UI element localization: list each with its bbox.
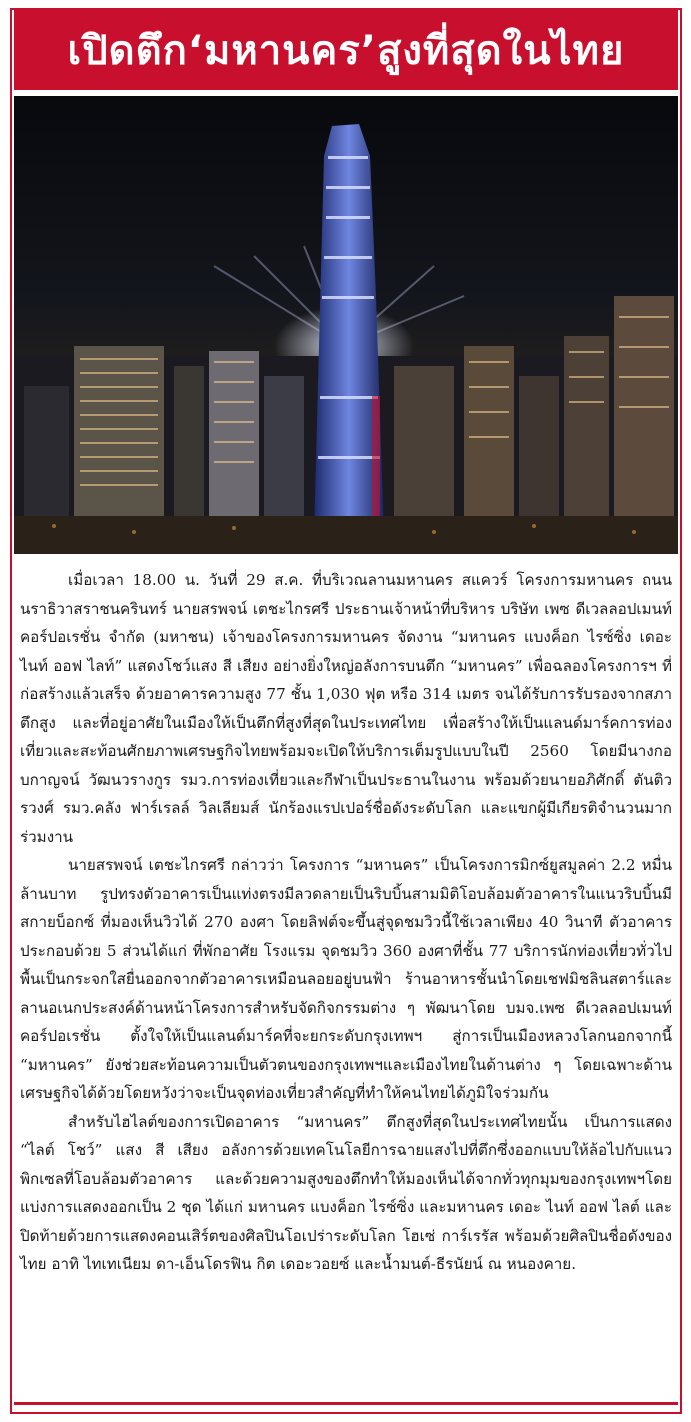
article-body bbox=[20, 566, 672, 1279]
article-paragraph: สำหรับไฮไลต์ของการเปิดอาคาร “มหานคร” ตึกสูงที่สุดในประเทศไทยนั้น เป็นการแสดง “ไลต์ โชว์” แสง สี เสียง อลังการด้วยเทคโนโลยีการฉายแสงไปที่ตึกซึ่งออกแบบให้ล้อไปกับแนวพิกเซลที่โอบล้อมตัวอาคาร และด้วยความสูงของตึกทำให้มองเห็นได้จากทั่วทุกมุมของกรุงเทพฯโดยแบ่งการแสดงออกเป็น 2 ชุด ได้แก่ มหานคร แบงค็อก ไรซ์ซิ่ง และมหานคร เดอะ ไนท์ ออฟ ไลต์ และปิดท้ายด้วยการแสดงคอนเสิร์ตของศิลปินโอเปร่าระดับโลก โฮเซ่ การ์เรรัส พร้อมด้วยศิลปินชื่อดังของไทย อาทิ ไทเทเนียม ดา-เอ็นโดรฟิน กิต เดอะวอยซ์ และน้ำมนต์-ธีรนัยน์ ณ หนองคาย. bbox=[20, 1112, 672, 1273]
night-skyline-photo bbox=[14, 96, 678, 554]
article-paragraph: นายสรพจน์ เตชะไกรศรี กล่าวว่า โครงการ “มหานคร” เป็นโครงการมิกซ์ยูสมูลค่า 2.2 หมื่นล้านบาท รูปทรงตัวอาคารเป็นแท่งตรงมีลวดลายเป็นริบบิ้นสามมิติโอบล้อมตัวอาคารในแนวริบบิ้นมีสกายบ็อกซ์ ที่มองเห็นวิวได้ 270 องศา โดยลิฟต์จะขึ้นสู่จุดชมวิวนี้ใช้เวลาเพียง 40 วินาที ตัวอาคารประกอบด้วย 5 ส่วนได้แก่ ที่พักอาศัย โรงแรม จุดชมวิว 360 องศาที่ชั้น 77 บริการนักท่องเที่ยวทั่วไปพื้นเป็นกระจกใสยื่นออกจากตัวอาคารเหมือนลอยอยู่บนฟ้า ร้านอาหารชั้นนำโดยเชฟมิชลินสตาร์และลานอเนกประสงค์ด้านหน้าโครงการสำหรับจัดกิจกรรมต่าง ๆ พัฒนาโดย บมจ.เพซ ดีเวลลอปเมนท์คอร์ปอเรชั่น ตั้งใจให้เป็นแลนด์มาร์คที่จะยกระดับกรุงเทพฯ สู่การเป็นเมืองหลวงโลกนอกจากนี้ “มหานคร” ยังช่วยสะท้อนความเป็นตัวตนของกรุงเทพฯและเมืองไทยในด้านต่าง ๆ โดยเฉพาะด้านเศรษฐกิจได้ด้วยโดยหวังว่าจะเป็นจุดท่องเที่ยวสำคัญที่ทำให้คนไทยได้ภูมิใจร่วมกัน bbox=[20, 856, 672, 1102]
article-paragraph: เมื่อเวลา 18.00 น. วันที่ 29 ส.ค. ที่บริเวณลานมหานคร สแควร์ โครงการมหานคร ถนนนราธิวาสราชนครินทร์ นายสรพจน์ เตชะไกรศรี ประธานเจ้าหน้าที่บริหาร บริษัท เพซ ดีเวลลอปเมนท์คอร์ปอเรชั่น จำกัด (มหาชน) เจ้าของโครงการมหานคร จัดงาน “มหานคร แบงค็อก ไรซ์ซิ่ง เดอะ ไนท์ ออฟ ไลท์” แสดงโชว์แสง สี เสียง อย่างยิ่งใหญ่อลังการบนตึก “มหานคร” เพื่อฉลองโครงการฯ ที่ก่อสร้างแล้วเสร็จ ด้วยอาคารความสูง 77 ชั้น 1,030 ฟุต หรือ 314 เมตร จนได้รับการรับรองจากสภาตึกสูง และที่อยู่อาศัยในเมืองให้เป็นตึกที่สูงที่สุดในประเทศไทย เพื่อสร้างให้เป็นแลนด์มาร์คการท่องเที่ยวและสะท้อนศักยภาพเศรษฐกิจไทยพร้อมจะเปิดให้บริการเต็มรูปแบบในปี 2560 โดยมีนางกอบกาญจน์ วัฒนวรางกูร รมว.การท่องเที่ยวและกีฬาเป็นประธานในงาน พร้อมด้วยนายอภิศักดิ์ ตันติวรวงศ์ รมว.คลัง ฟาร์เรลล์ วิลเลียมส์ นักร้องแรปเปอร์ชื่อดังระดับโลก และแขกผู้มีเกียรติจำนวนมากร่วมงาน bbox=[20, 571, 672, 846]
bottom-rule bbox=[14, 1402, 678, 1405]
headline-bar bbox=[14, 10, 678, 90]
photo-image bbox=[14, 96, 678, 554]
headline: เปิดตึก‘มหานคร’สูงที่สุดในไทย bbox=[67, 28, 625, 74]
